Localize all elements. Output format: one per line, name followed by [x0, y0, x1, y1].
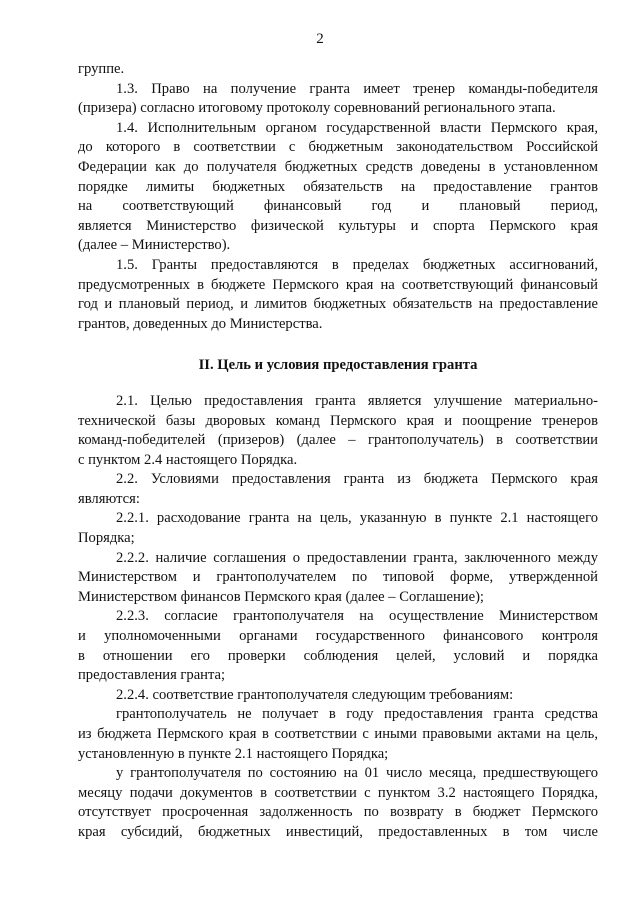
paragraph [78, 470, 598, 509]
text-line: установленную в пункте 2.1 настоящего Порядка; [78, 745, 389, 762]
paragraph [78, 764, 598, 842]
text-line: грантов, доведенных до Министерства. [78, 315, 323, 332]
text-line: порядке лимиты бюджетных обязательств на предоставление грантов [78, 178, 598, 195]
paragraph [78, 686, 598, 706]
text-line: 1.4. Исполнительным органом государственной власти Пермского края, [116, 119, 598, 136]
text-line: до которого в соответствии с бюджетным законодательством Российской [78, 139, 598, 156]
text-line: 2.2.4. соответствие грантополучателя следующим требованиям: [116, 686, 514, 703]
paragraph [78, 119, 598, 256]
text-line: 2.2.1. расходование гранта на цель, указанную в пункте 2.1 настоящего [116, 510, 598, 527]
text-line: 1.3. Право на получение гранта имеет тренер команды-победителя [116, 80, 598, 97]
text-line: 2.2.2. наличие соглашения о предоставлении гранта, заключенного между [116, 549, 598, 566]
text-line: месяцу подачи документов в соответствии с пунктом 3.2 настоящего Порядка, [78, 784, 598, 801]
text-line: предоставления гранта; [78, 667, 226, 684]
page-number: 2 [316, 31, 324, 47]
text-line: Федерации как до получателя бюджетных средств доведены в установленном [78, 158, 598, 175]
text-line: группе. [78, 61, 125, 77]
text-line: (призера) согласно итоговому протоколу соревнований регионального этапа. [78, 100, 556, 117]
paragraph [78, 549, 598, 608]
paragraph [78, 256, 598, 334]
text-line: являются: [78, 490, 140, 507]
text-line: отсутствует просроченная задолженность по возврату в бюджет Пермского [78, 804, 598, 821]
paragraph [78, 392, 598, 470]
paragraph [78, 509, 598, 548]
text-line: на соответствующий финансовый год и плановый период, [78, 198, 598, 215]
text-line: с пунктом 2.4 настоящего Порядка. [78, 451, 298, 468]
text-line: Министерством финансов Пермского края (далее – Соглашение); [78, 588, 484, 605]
section-heading [78, 356, 598, 376]
text-line: 1.5. Гранты предоставляются в пределах бюджетных ассигнований, [116, 256, 598, 273]
text-line: Министерством и грантополучателем по типовой форме, утвержденной [78, 569, 598, 586]
text-line: 2.1. Целью предоставления гранта является улучшение материально- [116, 392, 598, 409]
document-body [78, 60, 598, 843]
paragraph [78, 705, 598, 764]
text-line: из бюджета Пермского края в соответствии с иными правовыми актами на цель, [78, 726, 598, 742]
paragraph [78, 60, 598, 80]
text-line: (далее – Министерство). [78, 237, 231, 254]
text-line: команд-победителей (призеров) (далее – грантополучатель) в соответствии [78, 432, 598, 449]
text-line: 2.2.3. согласие грантополучателя на осуществление Министерством [116, 608, 598, 625]
text-line: технической базы дворовых команд Пермского края и поощрение тренеров [78, 412, 598, 429]
text-line: у грантополучателя по состоянию на 01 число месяца, предшествующего [116, 765, 598, 782]
text-line: предусмотренных в бюджете Пермского края на соответствующий финансовый [78, 276, 598, 293]
text-line: Порядка; [78, 530, 135, 547]
text-line: является Министерство физической культуры и спорта Пермского края [78, 217, 598, 234]
text-line: в отношении его проверки соблюдения целей, условий и порядка [78, 647, 598, 664]
paragraph [78, 607, 598, 685]
text-line: 2.2. Условиями предоставления гранта из бюджета Пермского края [116, 471, 598, 488]
text-line: и уполномоченными органами государственного финансового контроля [78, 628, 598, 645]
text-line: края субсидий, бюджетных инвестиций, предоставленных в том числе [78, 823, 598, 840]
text-line: год и плановый период, и лимитов бюджетных обязательств на предоставление [78, 296, 598, 313]
paragraph [78, 80, 598, 119]
text-line: II. Цель и условия предоставления гранта [198, 357, 478, 374]
text-line: грантополучатель не получает в году предоставления гранта средства [116, 706, 598, 723]
